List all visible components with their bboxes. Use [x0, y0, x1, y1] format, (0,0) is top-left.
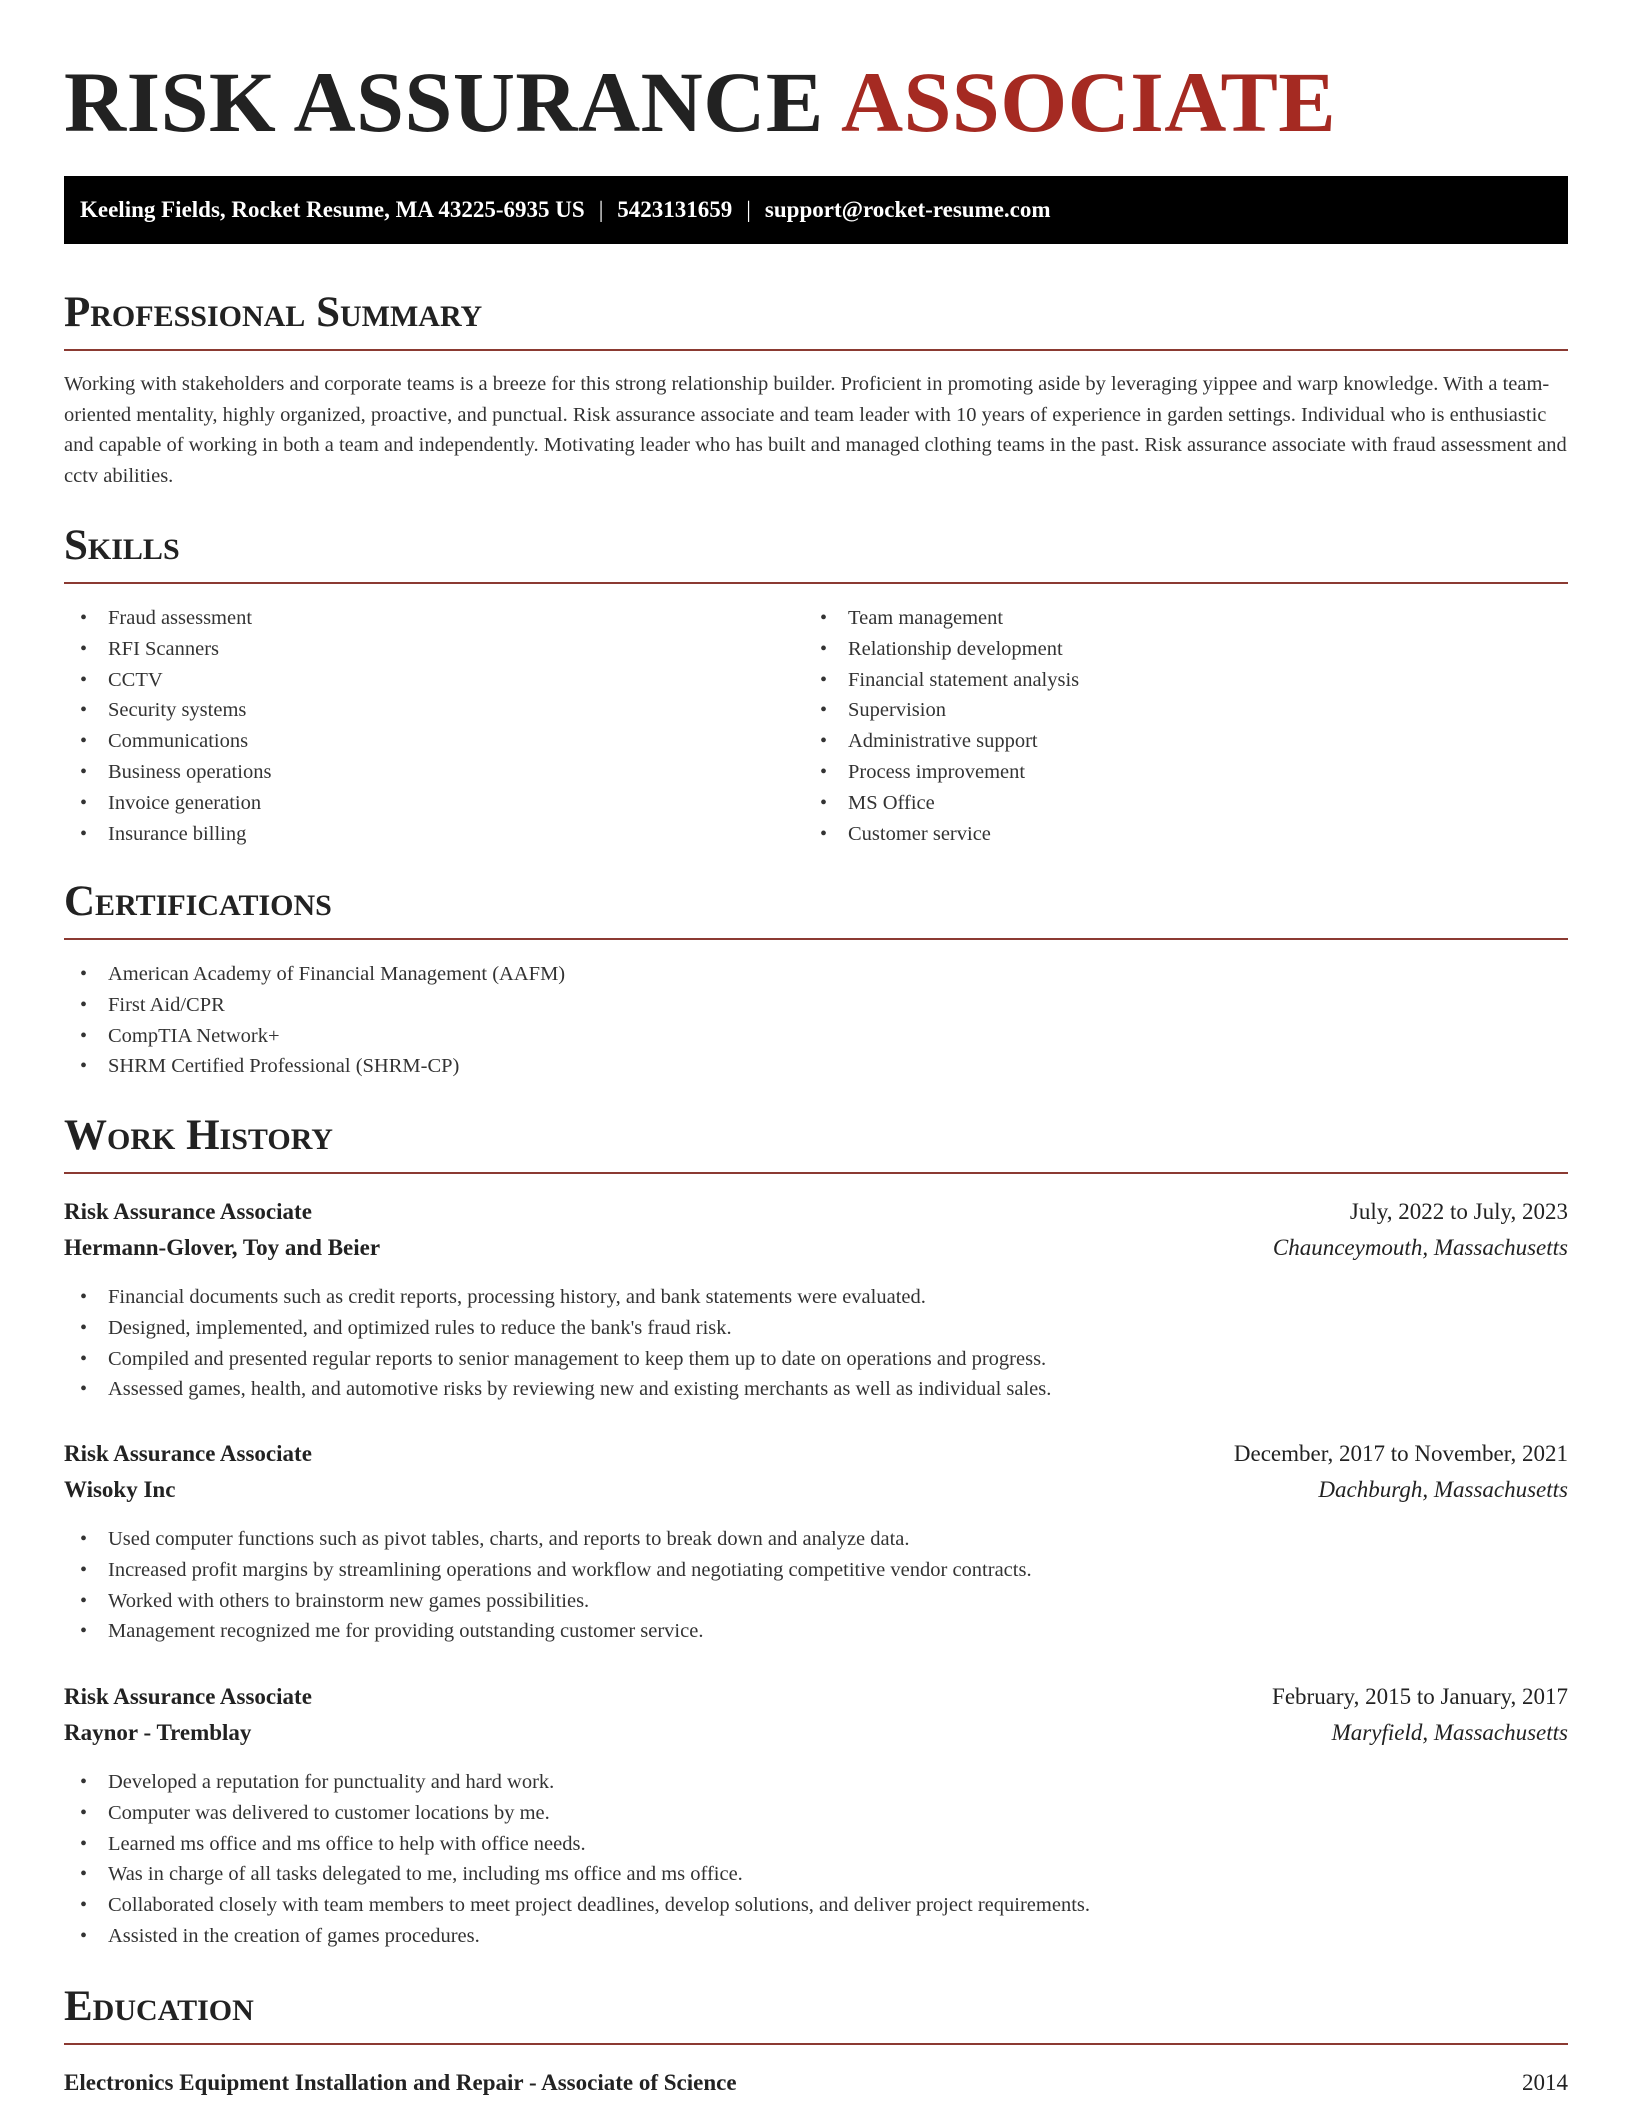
list-item: • Fraud assessment [64, 603, 271, 634]
work-history-heading: Work History [64, 1111, 1568, 1174]
job-company: Hermann-Glover, Toy and Beier [64, 1235, 381, 1260]
skills-heading: Skills [64, 521, 1568, 584]
contact-separator: | [746, 197, 751, 222]
certifications-list [64, 959, 565, 1082]
contact-separator: | [598, 197, 604, 222]
summary-text: Working with stakeholders and corporate teams is a breeze for this strong relationship builder. Proficient in promoting aside by leveraging yippee and warp knowledge. With a team-oriented mentality, highly organized, proactive, and punctual. Risk assurance associate and team leader with 10 years of experience in garden settings. Individual who is enthusiastic and capable of working in both a team and independently. Motivating leader who has built and managed clothing teams in the past. Risk assurance associate with fraud assessment and cctv abilities. [64, 373, 1567, 487]
title-accent: ASSOCIATE [840, 54, 1337, 150]
job-title: Risk Assurance Associate [64, 1684, 312, 1709]
job-dates: February, 2015 to January, 2017 [1272, 1684, 1568, 1709]
job-company: Raynor - Tremblay [64, 1720, 252, 1745]
list-item: • Assisted in the creation of games procedures. [64, 1921, 1090, 1952]
list-item: • MS Office [804, 788, 1079, 819]
job-bullets [64, 1282, 1051, 1405]
list-item: • Learned ms office and ms office to help with office needs. [64, 1829, 1090, 1860]
list-item: • Used computer functions such as pivot tables, charts, and reports to break down and analyze data. [64, 1524, 1032, 1555]
job-company: Wisoky Inc [64, 1477, 176, 1502]
list-item: • Assessed games, health, and automotive risks by reviewing new and existing merchants as well as individual sales. [64, 1374, 1051, 1405]
list-item: • Insurance billing [64, 819, 271, 850]
list-item: • RFI Scanners [64, 634, 271, 665]
list-item: • Computer was delivered to customer locations by me. [64, 1798, 1090, 1829]
list-item: • Financial documents such as credit reports, processing history, and bank statements were evaluated. [64, 1282, 1051, 1313]
job-location: Dachburgh, Massachusetts [1318, 1477, 1568, 1502]
list-item: • Invoice generation [64, 788, 271, 819]
list-item: • Process improvement [804, 757, 1079, 788]
list-item: • CompTIA Network+ [64, 1021, 565, 1052]
contact-email[interactable]: support@rocket-resume.com [764, 197, 1051, 222]
list-item: • Administrative support [804, 726, 1079, 757]
list-item: • Increased profit margins by streamlining operations and workflow and negotiating competitive vendor contracts. [64, 1555, 1032, 1586]
job-bullets [64, 1524, 1032, 1647]
contact-bar [64, 176, 1568, 244]
list-item: • Designed, implemented, and optimized rules to reduce the bank's fraud risk. [64, 1313, 1051, 1344]
education-heading: Education [64, 1982, 1568, 2045]
job-dates: July, 2022 to July, 2023 [1349, 1199, 1568, 1224]
contact-phone[interactable]: 5423131659 [617, 197, 733, 222]
list-item: • Security systems [64, 695, 271, 726]
job-location: Chaunceymouth, Massachusetts [1272, 1235, 1568, 1260]
summary-heading: Professional Summary [64, 288, 1568, 351]
job-dates: December, 2017 to November, 2021 [1233, 1441, 1568, 1466]
skills-list-left [64, 603, 271, 849]
list-item: • Business operations [64, 757, 271, 788]
list-item: • First Aid/CPR [64, 990, 565, 1021]
list-item: • CCTV [64, 665, 271, 696]
education-year: 2014 [1522, 2070, 1568, 2095]
list-item: • Customer service [804, 819, 1079, 850]
list-item: • American Academy of Financial Management (AAFM) [64, 959, 565, 990]
education-degree: Electronics Equipment Installation and Repair - Associate of Science [64, 2070, 737, 2095]
list-item: • Collaborated closely with team members to meet project deadlines, develop solutions, and deliver project requirements. [64, 1890, 1090, 1921]
title-main: RISK ASSURANCE [64, 54, 824, 150]
contact-address: Keeling Fields, Rocket Resume, MA 43225-6935 US [80, 197, 585, 222]
list-item: • Financial statement analysis [804, 665, 1079, 696]
certifications-heading: Certifications [64, 877, 1568, 940]
list-item: • Supervision [804, 695, 1079, 726]
list-item: • Was in charge of all tasks delegated to me, including ms office and ms office. [64, 1859, 1090, 1890]
job-title: Risk Assurance Associate [64, 1441, 312, 1466]
list-item: • Worked with others to brainstorm new games possibilities. [64, 1586, 1032, 1617]
list-item: • Compiled and presented regular reports to senior management to keep them up to date on operations and progress. [64, 1344, 1051, 1375]
list-item: • Team management [804, 603, 1079, 634]
list-item: • Relationship development [804, 634, 1079, 665]
list-item: • Management recognized me for providing outstanding customer service. [64, 1616, 1032, 1647]
resume-title [64, 52, 1336, 152]
job-location: Maryfield, Massachusetts [1331, 1720, 1568, 1745]
skills-list-right [804, 603, 1079, 849]
job-bullets [64, 1767, 1090, 1952]
list-item: • Communications [64, 726, 271, 757]
list-item: • Developed a reputation for punctuality and hard work. [64, 1767, 1090, 1798]
list-item: • SHRM Certified Professional (SHRM-CP) [64, 1051, 565, 1082]
job-title: Risk Assurance Associate [64, 1199, 312, 1224]
